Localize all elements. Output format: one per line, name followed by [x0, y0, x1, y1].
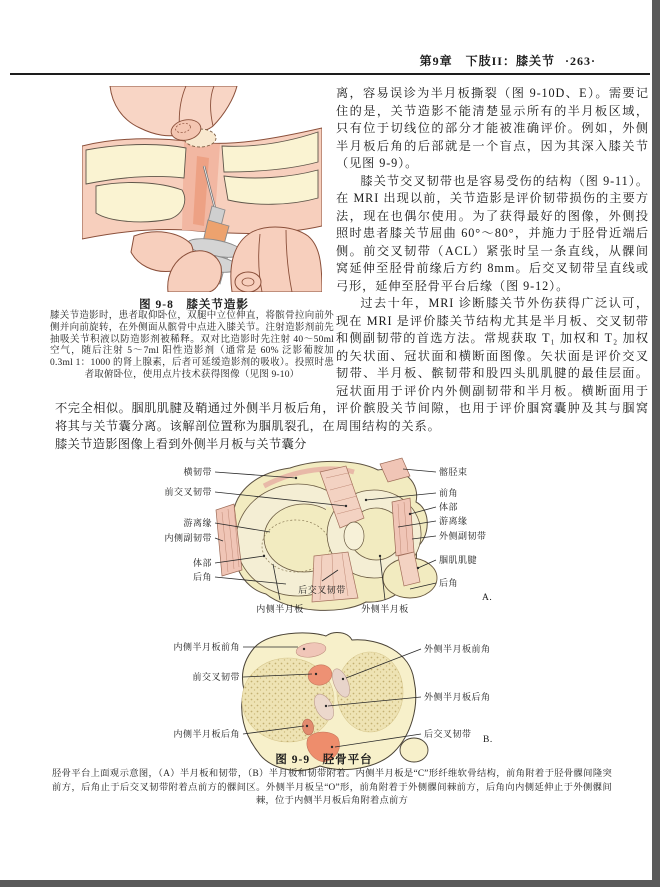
lcl: [392, 498, 414, 556]
paragraph-1: 离，容易误诊为半月板撕裂（图 9-10D、E）。需要记住的是，关节造影不能清楚显示所有的半月板区域，只有位于切线位的部分才能被准确评价。例如，外侧半月板后角的后部就是一个盲点，因为其深入膝关节（见图 9-9）。: [336, 86, 649, 170]
scan-edge-bottom: [0, 880, 660, 887]
page-number: ·263·: [564, 54, 596, 68]
label-mm-anterior-horn: 内侧半月板前角: [173, 642, 240, 652]
label-iliotibial-band: 髂胫束: [439, 467, 468, 477]
paragraph-3: 过去十年，MRI 诊断膝关节外伤获得广泛认可，现在 MRI 是评价膝关节结构尤其是半月板、交叉韧带和侧副韧带的首选方法。常规获取 T₁ 加权和 T₂ 加权的矢状面、冠状面和横断面图像。矢状面是评价交叉韧带、半月板、髌韧带和股四头肌肌腱的最佳层面。冠状面用于评价内外侧副韧带和半月板。横断面用于评价髌股关节间隙，也用于评价腘窝囊肿及其与腘窝周围结构的关系。: [336, 296, 649, 433]
label-lcl: 外侧副韧带: [439, 531, 487, 541]
label-free-edge-lateral: 游离缘: [439, 516, 468, 526]
label-medial-meniscus: 内侧半月板: [256, 604, 304, 614]
label-popliteus-tendon: 腘肌肌腱: [439, 555, 478, 565]
label-mcl: 内侧副韧带: [164, 533, 212, 543]
tibial-plateau-attachments: [242, 633, 428, 771]
left-column-paragraph: 不完全相似。腘肌肌腱及鞘通过外侧半月板后角，将其与关节囊分离。该解剖位置称为腘肌裂孔，在膝关节造影图像上看到外侧半月板与关节囊分: [55, 401, 335, 451]
figure-9-8-caption-title: 图 9-8 膝关节造影: [139, 299, 249, 311]
page-header: [420, 52, 596, 69]
figure-9-9-panel-b: [58, 626, 606, 771]
pinky-curl: [235, 272, 261, 292]
label-lateral-meniscus: 外侧半月板: [361, 604, 409, 614]
label-lm-anterior-horn: 外侧半月板前角: [424, 644, 491, 654]
figure-9-9-panel-a: [58, 456, 606, 624]
label-anterior-horn-lateral: 前角: [439, 488, 459, 498]
label-transverse-ligament: 横韧带: [183, 467, 212, 477]
label-body-lateral: 体部: [439, 502, 459, 512]
label-free-edge-medial: 游离缘: [183, 518, 212, 528]
label-acl: 前交叉韧带: [164, 487, 212, 497]
panel-b-letter: B.: [483, 735, 493, 745]
label-pcl-attachment: 后交叉韧带: [424, 729, 472, 739]
scan-edge-right: [652, 0, 660, 887]
right-column: [336, 85, 649, 435]
label-pcl: 后交叉韧带: [298, 585, 346, 595]
figure-9-9-caption-title: 图 9-9 胫骨平台: [275, 754, 373, 766]
header-rule: [10, 73, 650, 75]
figure-9-8-caption-body: 膝关节造影时，患者取仰卧位，双腿中立位伸直，将髌骨拉向前外侧并向前旋转，在外侧面从髌骨中点进入膝关节。注射造影剂前先抽吸关节积液以防造影剂被稀释。双对比造影时先注射 40～50ml 空气，随后注射 5～7ml 阳性造影剂（通常是 60% 泛影葡胺加 0.3ml 1：1000 的肾上腺素，后者可延缓造影剂的吸收）。投照时患者取俯卧位，使用点片技术获得图像（见图 9-10）: [50, 311, 334, 380]
knee-injection-drawing: [82, 86, 322, 292]
label-lm-posterior-horn: 外侧半月板后角: [424, 692, 491, 702]
figure-9-9-caption-body: 胫骨平台上面观示意图，（A）半月板和韧带，（B）半月板和韧带附着。内侧半月板是“C”形纤维软骨结构，前角附着于胫骨髁间隆突前方，后角止于后交叉韧带附着点前方的髁间区。外侧半月板呈“O”形，前角附着于外侧髁间棘前方，后角向内侧延伸止于外侧髁间棘，位于内侧半月板后角附着点前方: [52, 769, 612, 806]
panel-a-letter: A.: [482, 593, 493, 603]
label-mm-posterior-horn: 内侧半月板后角: [173, 729, 240, 739]
femoral-condyle: [96, 183, 185, 222]
chapter-title: 第9章 下肢II：膝关节: [419, 54, 555, 68]
label-posterior-horn-medial: 后角: [192, 572, 212, 582]
label-body-medial: 体部: [192, 558, 212, 568]
paragraph-2: 膝关节交叉韧带也是容易受伤的结构（图 9-11）。在 MRI 出现以前，关节造影是评价韧带损伤的主要方法，现在也偶尔使用。为了获得最好的图像，外侧投照时患者膝关节屈曲 60°～80°，并施力于胫骨近端后侧。前交叉韧带（ACL）紧张时呈一条直线，从髁间窝延伸至胫骨前缘后方约 8mm。后交叉韧带呈直线或弓形，延伸至胫骨平台后缘（图 9-12）。: [336, 173, 649, 293]
label-acl-attachment: 前交叉韧带: [192, 672, 240, 682]
label-posterior-horn-lateral: 后角: [439, 578, 459, 588]
figure-9-8-illustration: [82, 86, 322, 292]
